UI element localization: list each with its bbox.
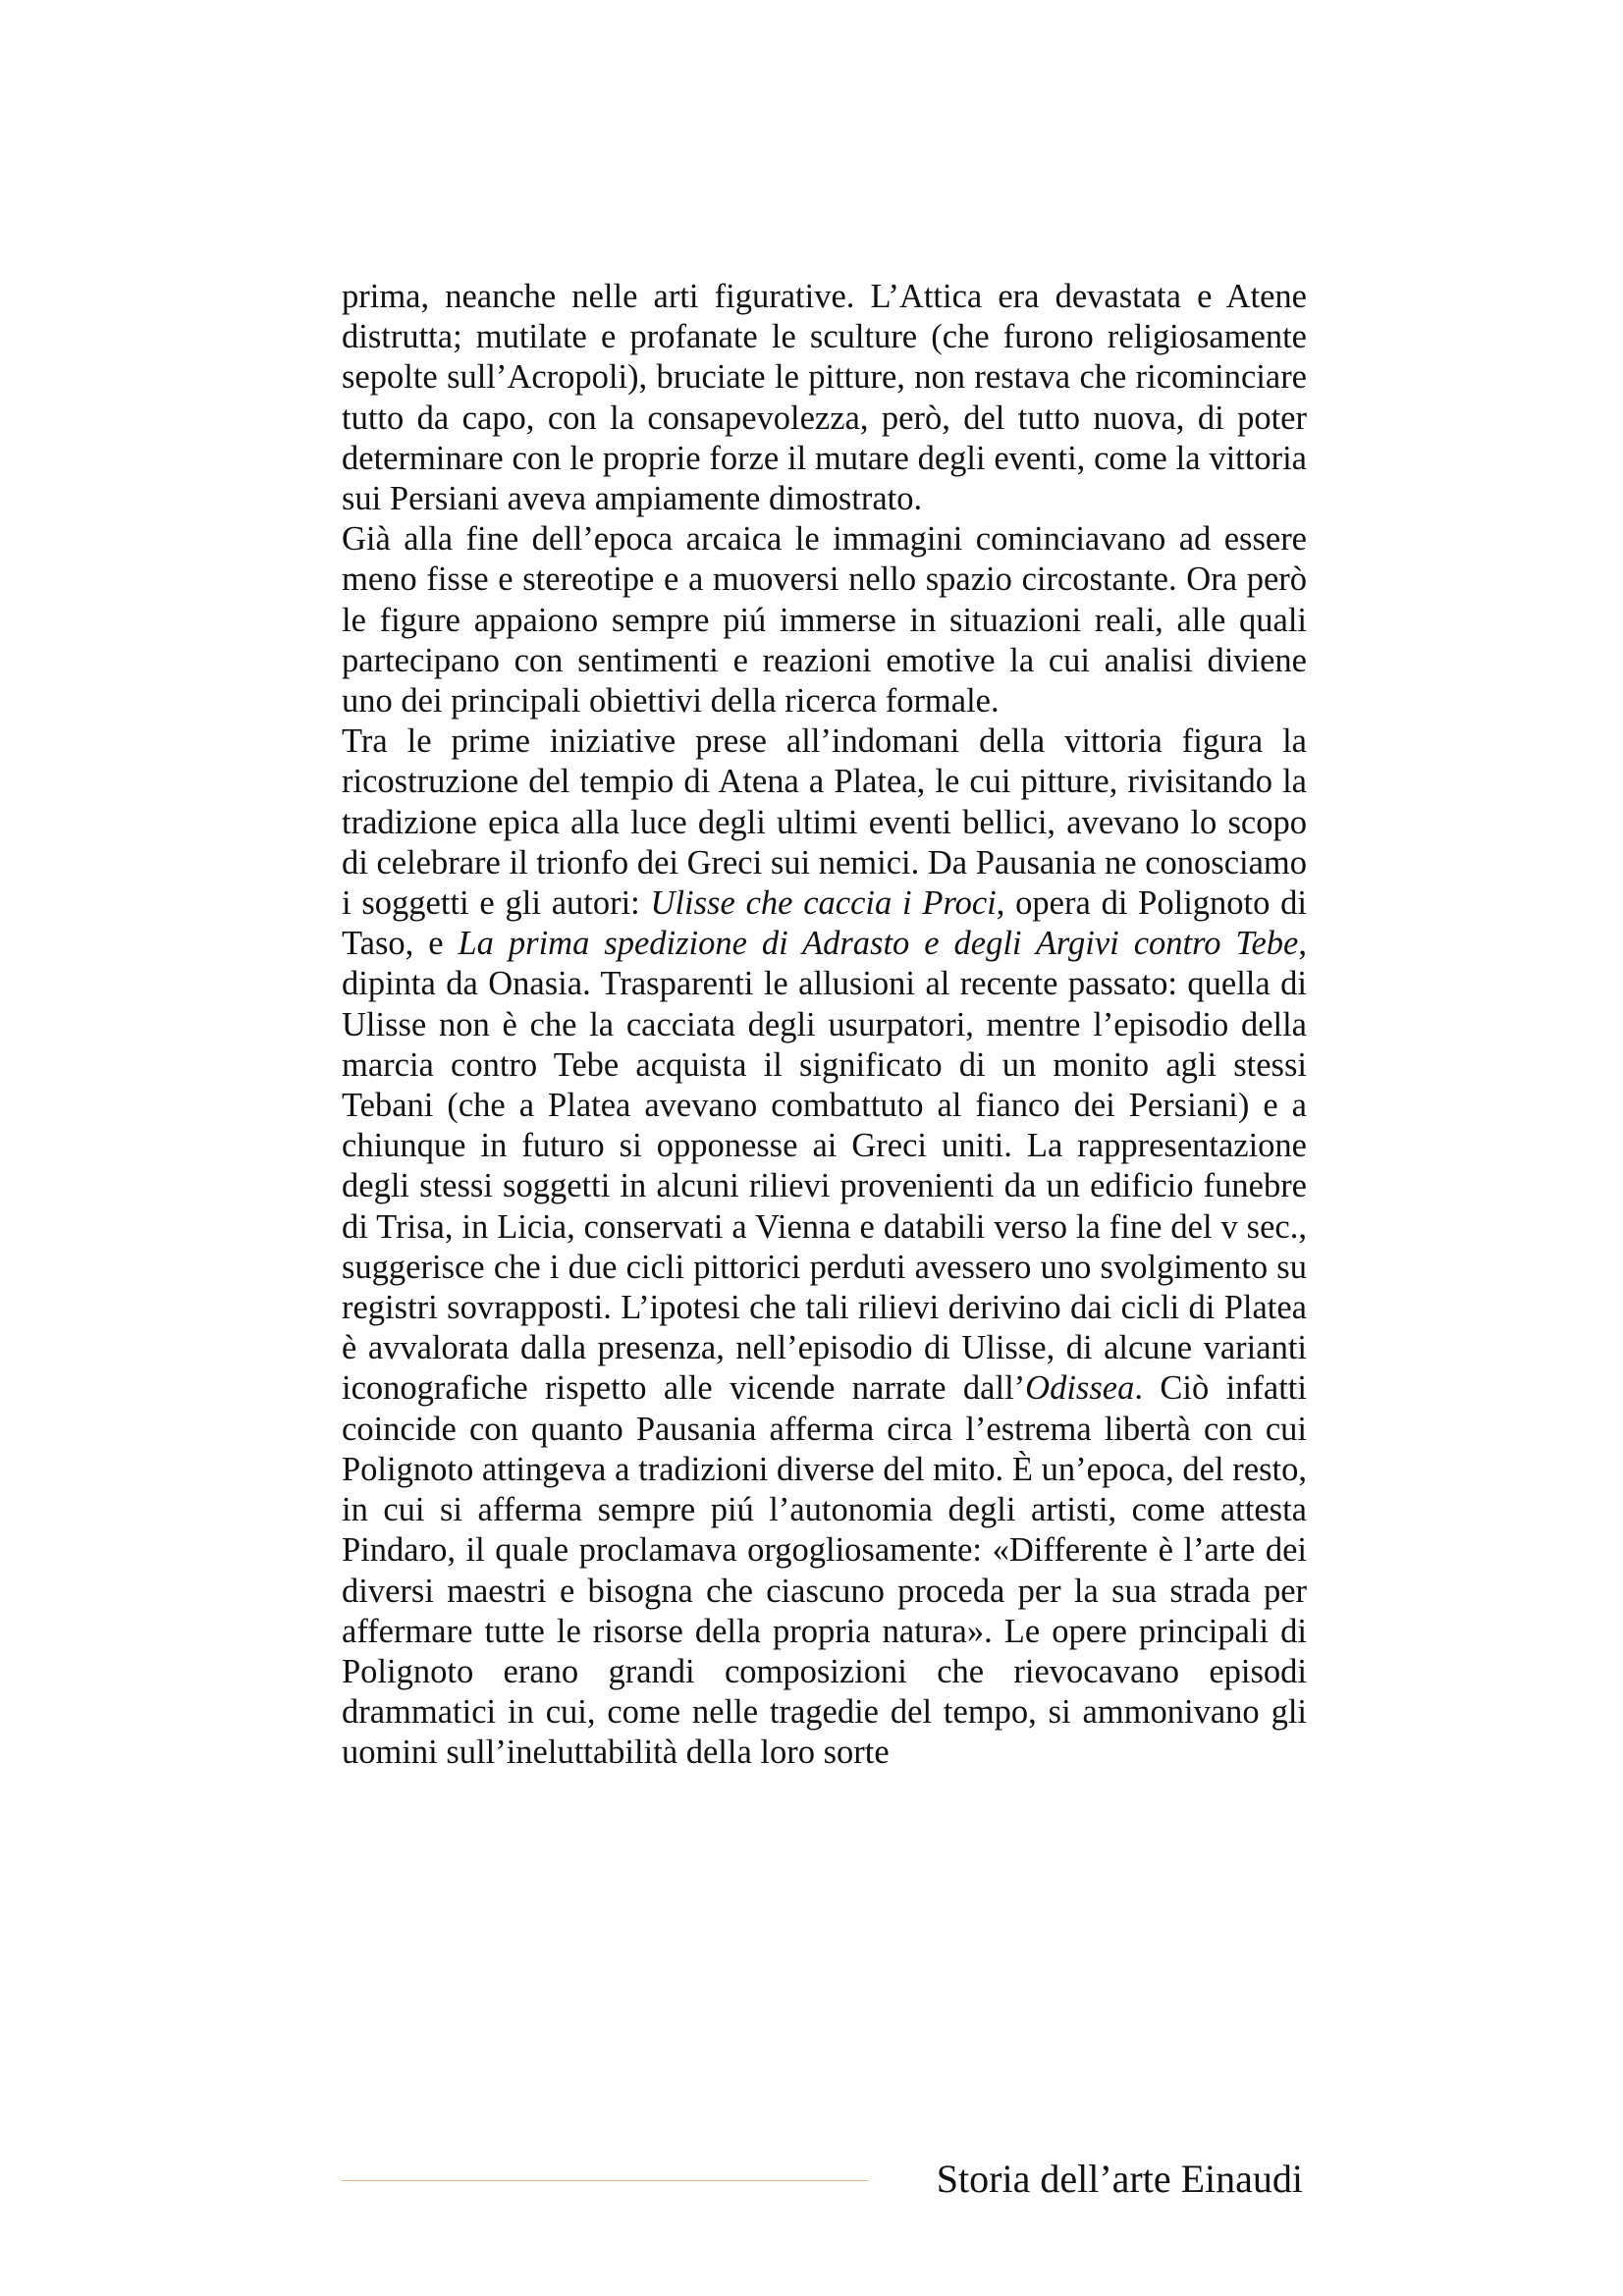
paragraph <box>342 721 1307 1773</box>
italic-title: La prima spedizione di Adrasto e degli Argivi contro Tebe <box>458 925 1299 963</box>
paragraph <box>342 277 1307 519</box>
text-run: prima, neanche nelle arti figurative. L’Attica era devastata e Atene distrutta; mutilate e profanate le sculture (che furono religiosamente sepolte sull’Acropoli), bruciate le pitture, non restava che ricominciare tutto da capo, con la consapevolezza, però, del tutto nuova, di poter determinare con le proprie forze il mutare degli eventi, come la vittoria sui Persiani aveva ampiamente dimostrato. <box>342 278 1307 518</box>
text-run: Già alla fine dell’epoca arcaica le immagini cominciavano ad essere meno fisse e stereotipe e a muoversi nello spazio circostante. Ora però le figure appaiono sempre piú immerse in situazioni reali, alle quali partecipano con sentimenti e reazioni emotive la cui analisi diviene uno dei principali obiettivi della ricerca formale. <box>342 520 1307 721</box>
footer-rule <box>342 2180 868 2181</box>
italic-title: Ulisse che caccia i Proci <box>650 884 997 923</box>
italic-title: Odissea <box>1025 1369 1135 1408</box>
text-run: , opera di Polignoto di Taso, e <box>342 884 1307 963</box>
footer-label: Storia dell’arte Einaudi <box>936 2157 1303 2201</box>
text-run: . Ciò infatti coincide con quanto Pausania afferma circa l’estrema libertà con cui Polignoto attingeva a tradizioni diverse del mito. È un’epoca, del resto, in cui si afferma sempre piú l’autonomia degli artisti, come attesta Pindaro, il quale proclamava orgogliosamente: «Differente è l’arte dei diversi maestri e bisogna che ciascuno proceda per la sua strada per affermare tutte le risorse della propria natura». Le opere principali di Polignoto erano grandi composizioni che rievocavano episodi drammatici in cui, come nelle tragedie del tempo, si ammonivano gli uomini sull’ineluttabilità della loro sorte <box>342 1369 1307 1772</box>
paragraph <box>342 519 1307 721</box>
body-text <box>342 277 1307 1774</box>
text-run: , dipinta da Onasia. Trasparenti le allusioni al recente passato: quella di Ulisse non è che la cacciata degli usurpatori, mentre l’episodio della marcia contro Tebe acquista il significato di un monito agli stessi Tebani (che a Platea avevano combattuto al fianco dei Persiani) e a chiunque in futuro si opponesse ai Greci uniti. La rappresentazione degli stessi soggetti in alcuni rilievi provenienti da un edificio funebre di Trisa, in Licia, conservati a Vienna e databili verso la fine del v sec., suggerisce che i due cicli pittorici perduti avessero uno svolgimento su registri sovrapposti. L’ipotesi che tali rilievi derivino dai cicli di Platea è avvalorata dalla presenza, nell’episodio di Ulisse, di alcune varianti iconografiche rispetto alle vicende narrate dall’ <box>342 925 1307 1408</box>
text-run: Tra le prime iniziative prese all’indomani della vittoria figura la ricostruzione del tempio di Atena a Platea, le cui pitture, rivisitando la tradizione epica alla luce degli ultimi eventi bellici, avevano lo scopo di celebrare il trionfo dei Greci sui nemici. Da Pausania ne conosciamo i soggetti e gli autori: <box>342 722 1307 923</box>
